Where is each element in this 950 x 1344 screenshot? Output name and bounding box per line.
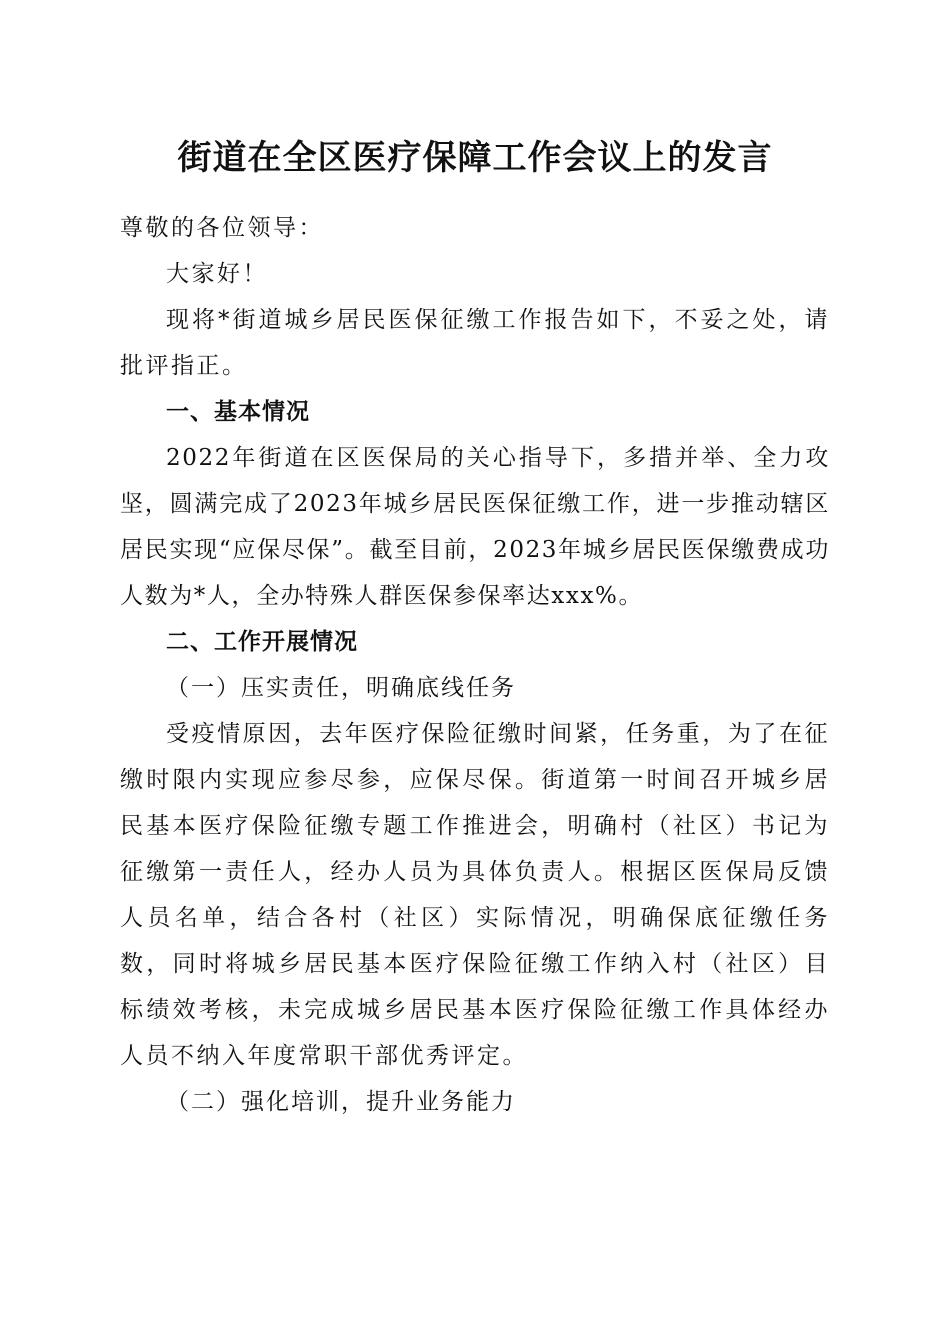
salutation: 尊敬的各位领导：: [120, 215, 324, 241]
greeting: 大家好！: [166, 261, 268, 287]
subsection-heading-training: （二）强化培训，提升业务能力: [166, 1089, 516, 1115]
section-heading-basic: 一、基本情况: [166, 399, 310, 425]
subsection-heading-responsibility: （一）压实责任，明确底线任务: [166, 675, 516, 701]
section-paragraph-basic: 2022年街道在区医保局的关心指导下，多措并举、全力攻坚，圆满完成了2023年城乡居民医保征缴工作，进一步推动辖区居民实现“应保尽保”。截至目前，2023年城乡居民医保缴费成功人数为*人，全办特殊人群医保参保率达xxx%。: [120, 445, 830, 609]
section-heading-work: 二、工作开展情况: [166, 629, 358, 655]
document-title: 街道在全区医疗保障工作会议上的发言: [177, 138, 773, 178]
intro-paragraph: 现将*街道城乡居民医保征缴工作报告如下，不妥之处，请批评指正。: [120, 307, 830, 379]
document-body: [120, 205, 830, 1125]
subsection-paragraph-responsibility: 受疫情原因，去年医疗保险征缴时间紧，任务重，为了在征缴时限内实现应参尽参，应保尽保。街道第一时间召开城乡居民基本医疗保险征缴专题工作推进会，明确村（社区）书记为征缴第一责任人，经办人员为具体负责人。根据区医保局反馈人员名单，结合各村（社区）实际情况，明确保底征缴任务数，同时将城乡居民基本医疗保险征缴工作纳入村（社区）目标绩效考核，未完成城乡居民基本医疗保险征缴工作具体经办人员不纳入年度常职干部优秀评定。: [120, 721, 830, 1069]
